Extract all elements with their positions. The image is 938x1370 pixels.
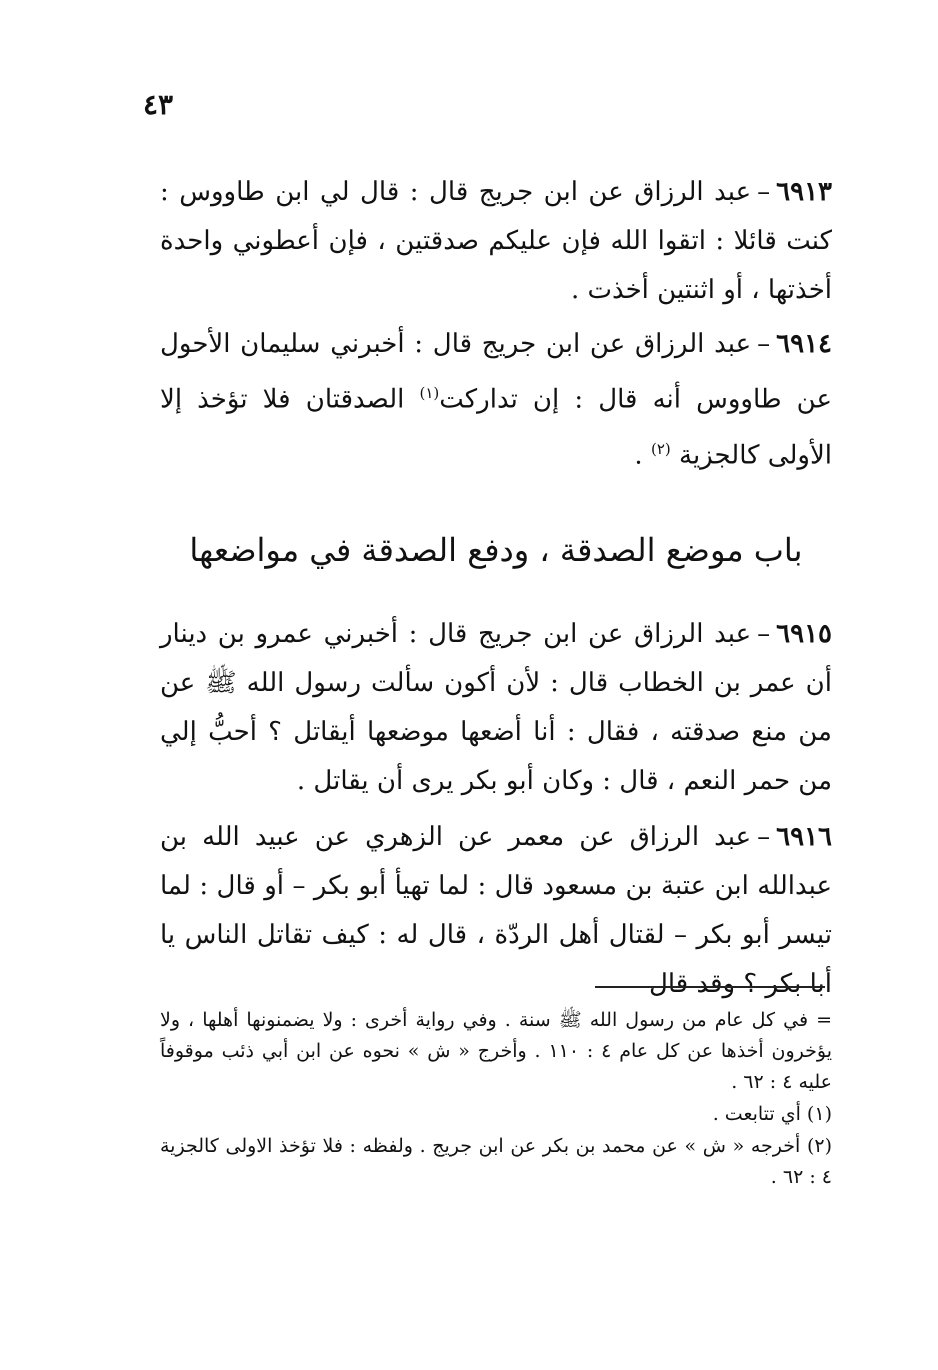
hadith-text: عبد الرزاق عن ابن جريج قال : أخبرني عمرو بن دينار أن عمر بن الخطاب قال : لأن أكون سألت رسول الله ﷺ عن من منع صدقته ، فقال : أنا أضعها موضعها أيقاتل ؟ أحبُّ إلي من حمر النعم ، قال : وكان أبو بكر يرى أن يقاتل . bbox=[160, 619, 832, 796]
footnote-continuation: = في كل عام من رسول الله ﷺ سنة . وفي رواية أخرى : ولا يضمنونها أهلها ، ولا يؤخرون أخذها عن كل عام ٤ : ١١٠ . وأخرج « ش » نحوه عن ابن أبي ذئب موقوفاً عليه ٤ : ٦٢ . bbox=[160, 1009, 833, 1093]
hadith-number: ٦٩١٣ bbox=[776, 177, 832, 207]
hadith-number: ٦٩١٥ bbox=[776, 619, 832, 649]
hadith-number: ٦٩١٦ bbox=[776, 822, 832, 852]
hadith-text: عبد الرزاق عن ابن جريج قال : أخبرني سليمان الأحول عن طاووس أنه قال : إن تداركت bbox=[160, 329, 832, 415]
hadith-text-end: . bbox=[634, 440, 651, 471]
hadith-number: ٦٩١٤ bbox=[776, 329, 832, 359]
hadith-6915: ٦٩١٥–عبد الرزاق عن ابن جريج قال : أخبرني عمرو بن دينار أن عمر بن الخطاب قال : لأن أكون سألت رسول الله ﷺ عن من منع صدقته ، فقال : أنا أضعها موضعها أيقاتل ؟ أحبُّ إلي من حمر النعم ، قال : وكان أبو بكر يرى أن يقاتل . bbox=[160, 619, 832, 796]
hadith-6914: ٦٩١٤–عبد الرزاق عن ابن جريج قال : أخبرني سليمان الأحول عن طاووس أنه قال : إن تداركت$^{(١)}$ الصدقتان فلا تؤخذ إلا الأولى كالجزية $^{(٢)}$ . bbox=[160, 329, 832, 471]
footnote-1: (١) أي تتابعت . bbox=[712, 1103, 832, 1125]
footnote-ref-1: (١) bbox=[419, 384, 440, 402]
footnote-ref-2: (٢) bbox=[650, 439, 671, 458]
footnote-divider bbox=[595, 986, 825, 988]
chapter-title: باب موضع الصدقة ، ودفع الصدقة في مواضعها bbox=[189, 531, 803, 569]
hadith-6913: ٦٩١٣–عبد الرزاق عن ابن جريج قال : قال لي ابن طاووس : كنت قائلا : اتقوا الله فإن عليكم صدقتين ، فإن أعطوني واحدة أخذتها ، أو اثنتين أخذت . bbox=[160, 177, 832, 305]
footnote-2: (٢) أخرجه « ش » عن محمد بن بكر عن ابن جريج . ولفظه : فلا تؤخذ الاولى كالجزية ٤ : ٦٢ . bbox=[160, 1135, 832, 1188]
page-number: ٤٣ bbox=[143, 88, 174, 121]
footnotes bbox=[160, 1005, 832, 1194]
hadith-text: عبد الرزاق عن معمر عن الزهري عن عبيد الله بن عبدالله ابن عتبة بن مسعود قال : لما تهيأ أبو بكر – أو قال : لما تيسر أبو بكر – لقتال أهل الردّة ، قال له : كيف تقاتل الناس يا أبا بكر ؟ وقد قال bbox=[160, 822, 832, 999]
hadith-text: عبد الرزاق عن ابن جريج قال : قال لي ابن طاووس : كنت قائلا : اتقوا الله فإن عليكم صدقتين ، فإن أعطوني واحدة أخذتها ، أو اثنتين أخذت . bbox=[160, 177, 832, 305]
hadith-6916: ٦٩١٦–عبد الرزاق عن معمر عن الزهري عن عبيد الله بن عبدالله ابن عتبة بن مسعود قال : لما تهيأ أبو بكر – أو قال : لما تيسر أبو بكر – لقتال أهل الردّة ، قال له : كيف تقاتل الناس يا أبا بكر ؟ وقد قال bbox=[160, 822, 832, 999]
hadith-text-cont: الصدقتان فلا تؤخذ إلا الأولى كالجزية bbox=[160, 384, 832, 471]
